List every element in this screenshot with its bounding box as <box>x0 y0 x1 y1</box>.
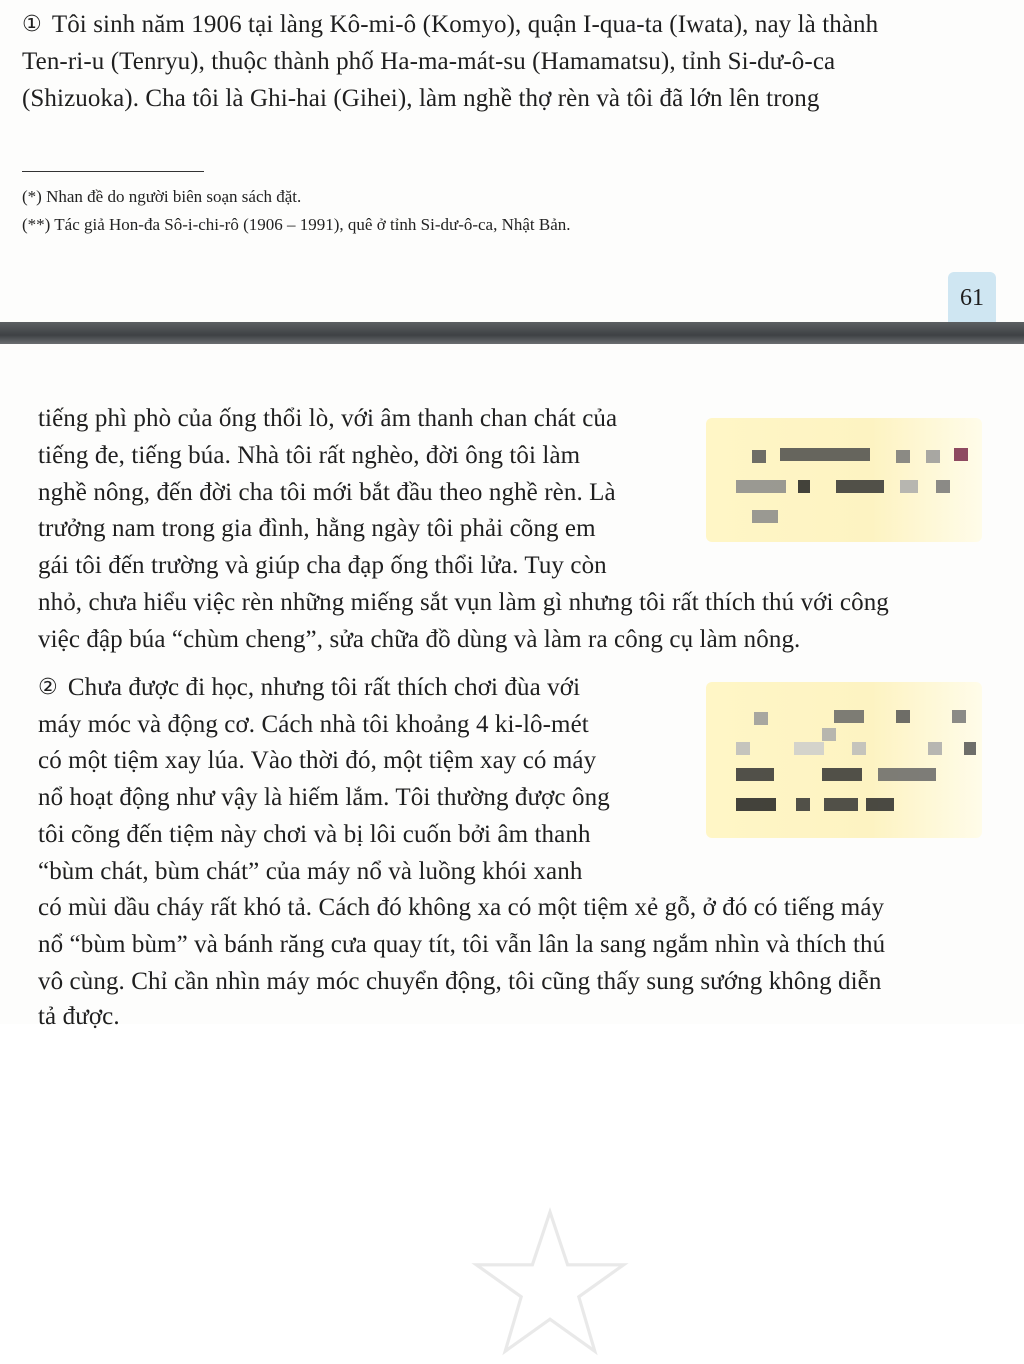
paragraph-2-line-8: nổ “bùm bùm” và bánh răng cưa quay tít, tôi vẫn lân la sang ngắm nhìn và thích thú <box>38 931 886 958</box>
paragraph-2-line-5: tôi cõng đến tiệm này chơi và bị lôi cuốn bởi âm thanh <box>38 821 591 848</box>
block-1-line-6: nhỏ, chưa hiểu việc rèn những miếng sắt vụn làm gì nhưng tôi rất thích thú với công <box>38 589 889 616</box>
paragraph-2-line-3: có một tiệm xay lúa. Vào thời đó, một tiệm xay có máy <box>38 747 597 774</box>
paragraph-2-line-7: có mùi dầu cháy rất khó tả. Cách đó không xa có một tiệm xẻ gỗ, ở đó có tiếng máy <box>38 894 885 921</box>
block-1-line-7: việc đập búa “chùm cheng”, sửa chữa đồ dùng và làm ra công cụ làm nông. <box>38 626 801 653</box>
paragraph-2-line-9: vô cùng. Chỉ cần nhìn máy móc chuyển động, tôi cũng thấy sung sướng không diễn <box>38 968 882 995</box>
block-1-line-4: trưởng nam trong gia đình, hằng ngày tôi phải cõng em <box>38 515 596 542</box>
side-note-box-2 <box>706 682 982 838</box>
block-1-line-3: nghề nông, đến đời cha tôi mới bắt đầu theo nghề rèn. Là <box>38 479 616 506</box>
paragraph-marker-2: ② <box>38 675 58 700</box>
page-number: 61 <box>948 272 996 324</box>
page-divider <box>0 322 1024 344</box>
paragraph-2-line-6: “bùm chát, bùm chát” của máy nổ và luồng khói xanh <box>38 858 583 885</box>
paragraph-marker-1: ① <box>22 12 42 37</box>
paragraph-1-line-1: ① Tôi sinh năm 1906 tại làng Kô-mi-ô (Komyo), quận I-qua-ta (Iwata), nay là thành <box>22 8 878 42</box>
footnote-rule <box>22 171 204 172</box>
bottom-page <box>0 344 1024 1030</box>
block-1-line-1: tiếng phì phò của ống thổi lò, với âm thanh chan chát của <box>38 405 618 432</box>
paragraph-2-line-2: máy móc và động cơ. Cách nhà tôi khoảng 4 ki-lô-mét <box>38 711 589 738</box>
paragraph-2-line-1: ② Chưa được đi học, nhưng tôi rất thích chơi đùa với <box>38 671 580 705</box>
top-page <box>0 0 1024 322</box>
footnote-1: (*) Nhan đề do người biên soạn sách đặt. <box>22 187 302 206</box>
watermark-star-icon <box>470 1204 630 1364</box>
block-1-line-5: gái tôi đến trường và giúp cha đạp ống thổi lửa. Tuy còn <box>38 552 607 579</box>
paragraph-2-line-4: nổ hoạt động như vậy là hiếm lắm. Tôi thường được ông <box>38 784 610 811</box>
paragraph-1-line-3: (Shizuoka). Cha tôi là Ghi-hai (Gihei), làm nghề thợ rèn và tôi đã lớn lên trong <box>22 85 820 112</box>
footnote-2: (**) Tác giả Hon-đa Sô-i-chi-rô (1906 – 1991), quê ở tỉnh Si-dư-ô-ca, Nhật Bản. <box>22 215 571 234</box>
side-note-box-1 <box>706 418 982 542</box>
paragraph-1-line-2: Ten-ri-u (Tenryu), thuộc thành phố Ha-ma-mát-su (Hamamatsu), tỉnh Si-dư-ô-ca <box>22 48 836 75</box>
block-1-line-2: tiếng đe, tiếng búa. Nhà tôi rất nghèo, đời ông tôi làm <box>38 442 581 469</box>
paragraph-2-line-10: tả được. <box>38 1003 120 1030</box>
